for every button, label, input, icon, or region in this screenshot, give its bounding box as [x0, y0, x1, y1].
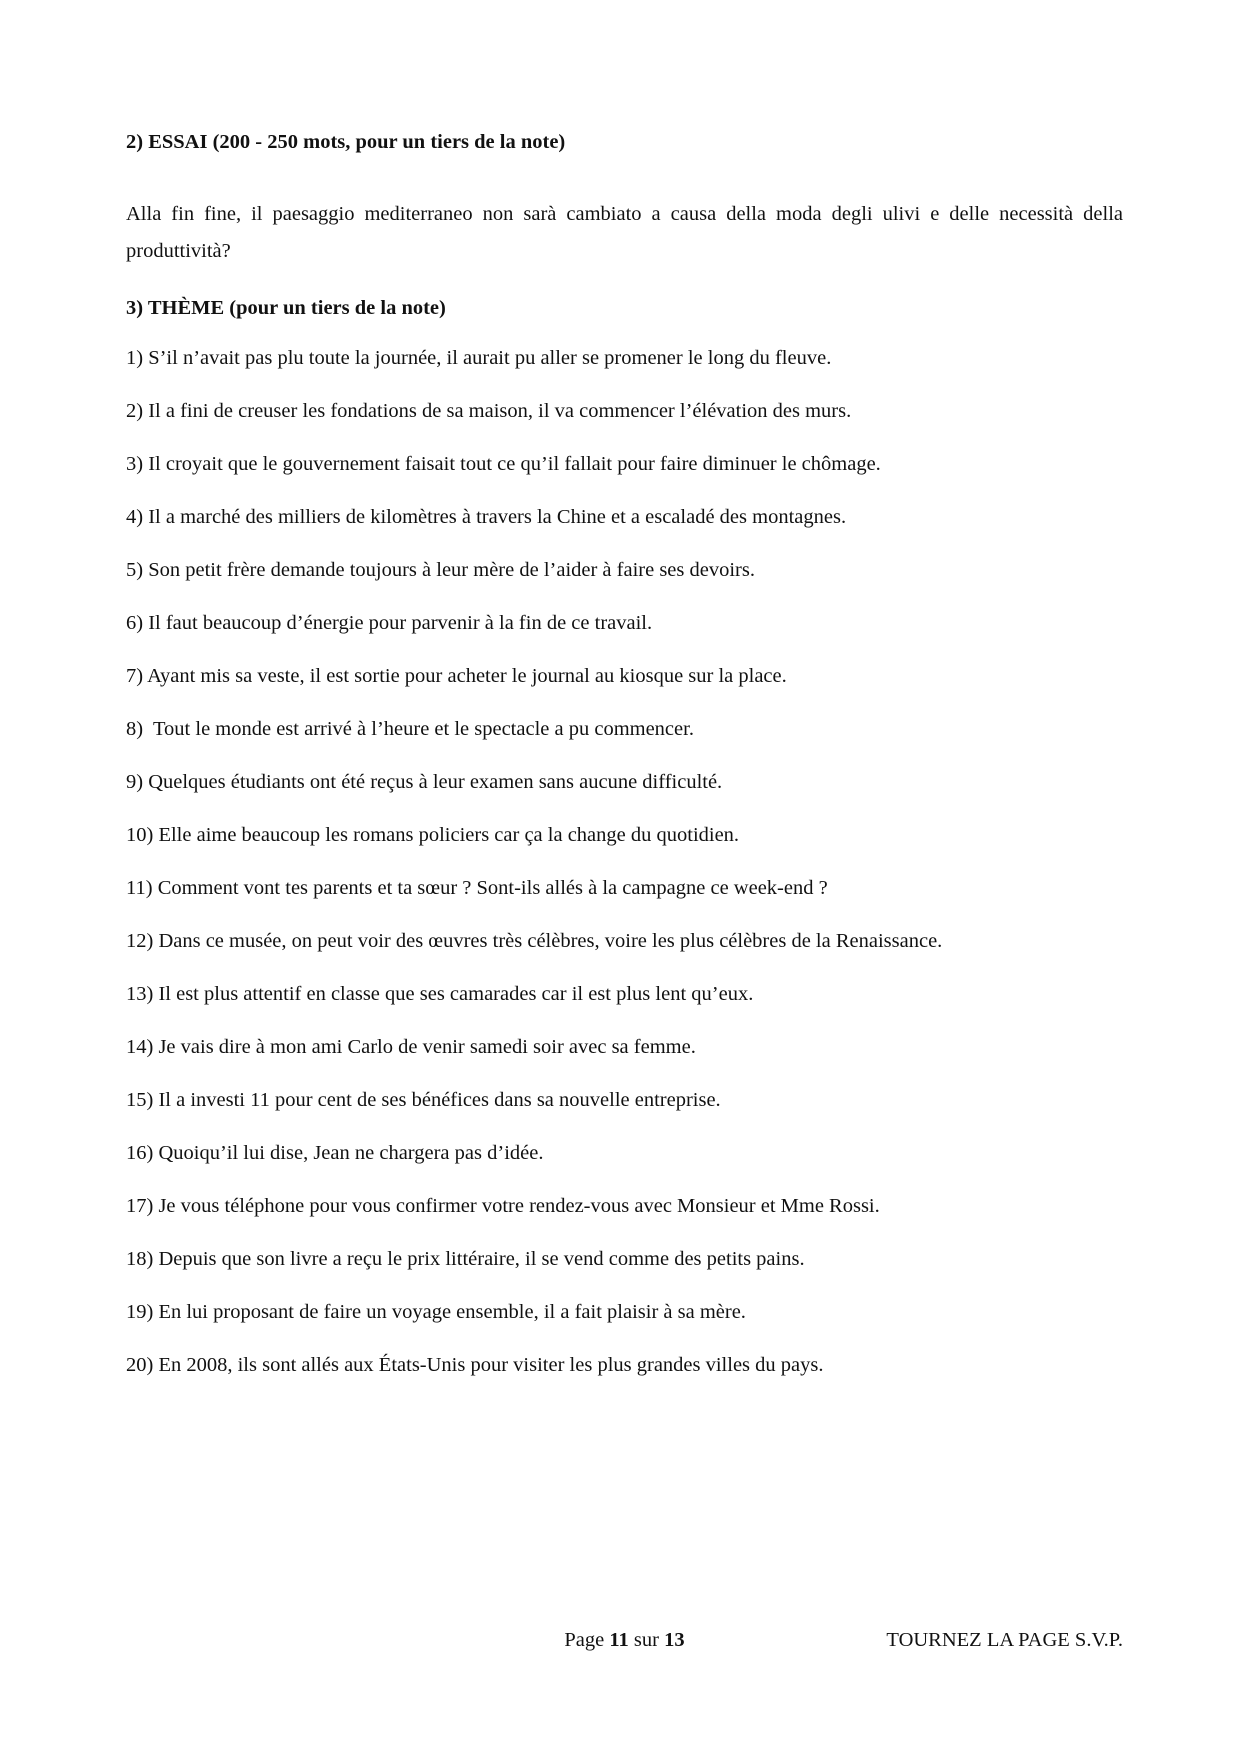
essai-section-heading: 2) ESSAI (200 - 250 mots, pour un tiers de la note) [126, 131, 566, 153]
theme-sentence-2: 2) Il a fini de creuser les fondations de sa maison, il va commencer l’élévation des murs. [126, 400, 852, 422]
theme-sentence-10: 10) Elle aime beaucoup les romans policiers car ça la change du quotidien. [126, 824, 740, 846]
page-word: Page [564, 1629, 610, 1651]
theme-sentence-list [126, 345, 1123, 1379]
page-footer [126, 1628, 1123, 1652]
theme-sentence-18: 18) Depuis que son livre a reçu le prix littéraire, il se vend comme des petits pains. [126, 1248, 805, 1270]
theme-sentence-8: 8) Tout le monde est arrivé à l’heure et le spectacle a pu commencer. [126, 718, 694, 740]
turn-page-note: TOURNEZ LA PAGE S.V.P. [886, 1629, 1123, 1651]
of-word: sur [628, 1629, 665, 1651]
current-page-number: 11 [609, 1629, 629, 1651]
theme-sentence-13: 13) Il est plus attentif en classe que ses camarades car il est plus lent qu’eux. [126, 983, 754, 1005]
page-content [126, 128, 1123, 1405]
essai-prompt-text: Alla fin fine, il paesaggio mediterraneo non sarà cambiato a causa della moda degli ulivi e delle necessità della produttività? [126, 203, 1123, 262]
theme-sentence-15: 15) Il a investi 11 pour cent de ses bénéfices dans sa nouvelle entreprise. [126, 1089, 721, 1111]
theme-sentence-9: 9) Quelques étudiants ont été reçus à leur examen sans aucune difficulté. [126, 771, 723, 793]
total-page-number: 13 [664, 1629, 685, 1651]
theme-sentence-17: 17) Je vous téléphone pour vous confirmer votre rendez-vous avec Monsieur et Mme Rossi. [126, 1195, 880, 1217]
theme-sentence-16: 16) Quoiqu’il lui dise, Jean ne chargera pas d’idée. [126, 1142, 544, 1164]
theme-sentence-5: 5) Son petit frère demande toujours à leur mère de l’aider à faire ses devoirs. [126, 559, 755, 581]
theme-section-heading: 3) THÈME (pour un tiers de la note) [126, 297, 446, 319]
theme-sentence-12: 12) Dans ce musée, on peut voir des œuvres très célèbres, voire les plus célèbres de la Renaissance. [126, 930, 943, 952]
theme-sentence-14: 14) Je vais dire à mon ami Carlo de venir samedi soir avec sa femme. [126, 1036, 696, 1058]
theme-sentence-20: 20) En 2008, ils sont allés aux États-Unis pour visiter les plus grandes villes du pays. [126, 1354, 824, 1376]
theme-sentence-7: 7) Ayant mis sa veste, il est sortie pour acheter le journal au kiosque sur la place. [126, 665, 787, 687]
theme-sentence-19: 19) En lui proposant de faire un voyage ensemble, il a fait plaisir à sa mère. [126, 1301, 746, 1323]
theme-sentence-6: 6) Il faut beaucoup d’énergie pour parvenir à la fin de ce travail. [126, 612, 653, 634]
theme-sentence-1: 1) S’il n’avait pas plu toute la journée, il aurait pu aller se promener le long du fleuve. [126, 347, 832, 369]
theme-sentence-3: 3) Il croyait que le gouvernement faisait tout ce qu’il fallait pour faire diminuer le chômage. [126, 453, 881, 475]
theme-sentence-11: 11) Comment vont tes parents et ta sœur ? Sont-ils allés à la campagne ce week-end ? [126, 877, 828, 899]
theme-sentence-4: 4) Il a marché des milliers de kilomètres à travers la Chine et a escaladé des montagnes. [126, 506, 847, 528]
